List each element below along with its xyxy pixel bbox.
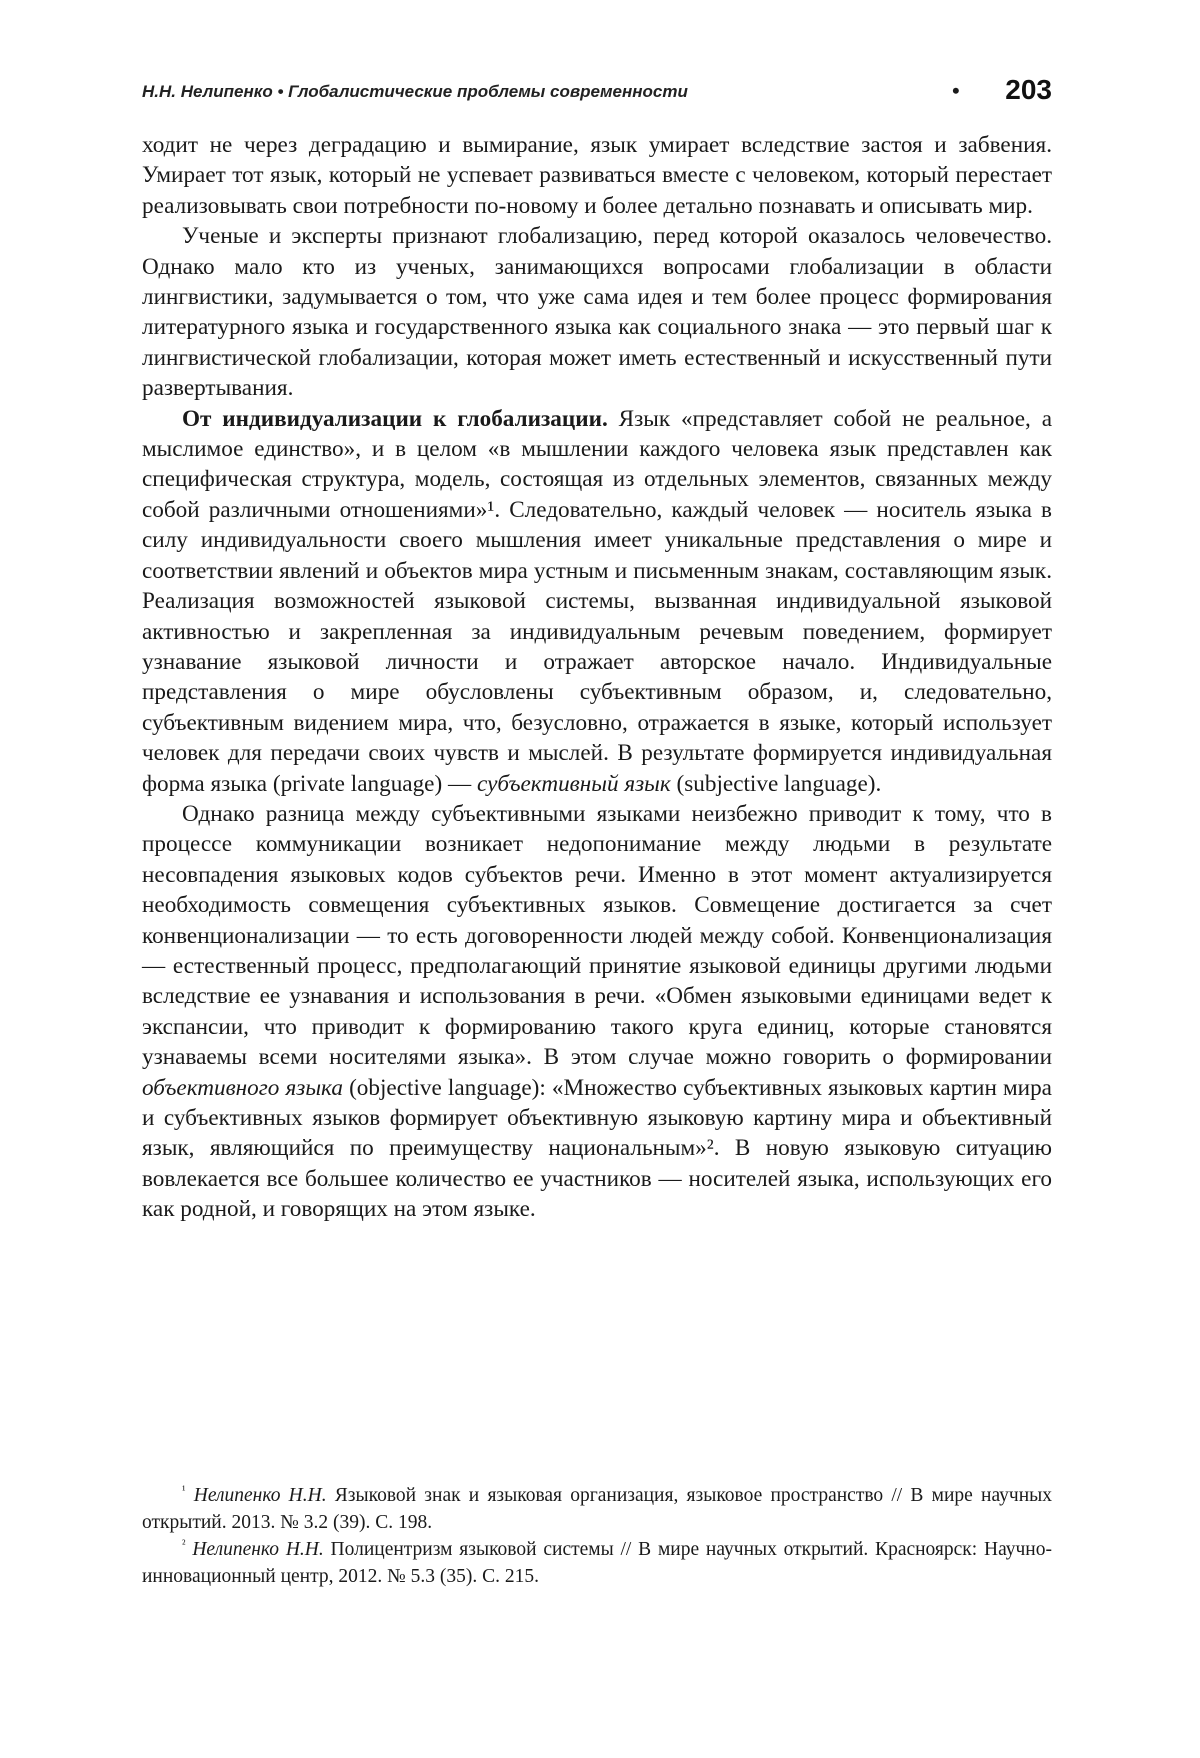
- section-lead: От индивидуализации к глобализации.: [182, 405, 608, 432]
- italic-term: субъективный язык: [476, 770, 671, 797]
- footnote-author: Нелипенко Н.Н.: [192, 1539, 324, 1560]
- paragraph-1: [142, 130, 1052, 221]
- footnote-mark: ¹: [182, 1483, 186, 1497]
- paragraph-2: [142, 221, 1052, 403]
- footnote-mark: ²: [182, 1537, 186, 1551]
- footnote-author: Нелипенко Н.Н.: [193, 1485, 327, 1506]
- footnote-text: Полицентризм языковой системы // В мире научных открытий. Красноярск: Научно-инновационный центр, 2012. № 5.3 (35). С. 215.: [142, 1539, 1052, 1587]
- running-head-bullet: •: [952, 78, 960, 103]
- running-head: [142, 72, 1052, 112]
- paragraph-text: Ученые и эксперты признают глобализацию, перед которой оказалось человечество. Однако мало кто из ученых, занимающихся вопросами глобализации в области лингвистики, задумывается о том, что уже сама идея и тем более процесс формирования литературного языка и государственного языка как социального знака — это первый шаг к лингвистической глобализации, которая может иметь естественный и искусственный пути развертывания.: [142, 223, 1052, 402]
- paragraph-text: Язык «представляет собой не реальное, а мыслимое единство», и в целом «в мышлении каждого человека язык представлен как специфическая структура, модель, состоящая из отдельных элементов, связанных между собой различными отношениями»¹. Следовательно, каждый человек — носитель языка в силу индивидуальности своего мышления имеет уникальные представления о мире и соответствии явлений и объектов мира устным и письменным знакам, составляющим язык. Реализация возможностей языковой системы, вызванная индивидуальной языковой активностью и закрепленная за индивидуальным речевым поведением, формирует узнавание языковой личности и отражает авторское начало. Индивидуальные представления о мире обусловлены субъективным образом, и, следовательно, субъективным видением мира, что, безусловно, отражается в языке, который использует человек для передачи своих чувств и мыслей. В результате формируется индивидуальная форма языка (private language) —: [142, 405, 1052, 797]
- paragraph-tail: (objective language): «Множество субъективных языковых картин мира и субъективных языков формирует объективную языковую картину мира и объективный язык, являющийся по преимуществу национальным»². В новую языковую ситуацию вовлекается все большее количество ее участников — носителей языка, использующих его как родной, и говорящих на этом языке.: [142, 1074, 1052, 1223]
- footnotes: [142, 1482, 1052, 1590]
- paragraph-3: [142, 404, 1052, 799]
- main-text: [142, 130, 1052, 1225]
- footnote-2: [142, 1536, 1052, 1590]
- italic-term: объективного языка: [142, 1074, 343, 1101]
- paragraph-4: [142, 799, 1052, 1225]
- paragraph-text: Однако разница между субъективными языками неизбежно приводит к тому, что в процессе коммуникации возникает недопонимание между людьми в результате несовпадения языковых кодов субъектов речи. Именно в этот момент актуализируется необходимость совмещения субъективных языков. Совмещение достигается за счет конвенционализации — то есть договоренности людей между собой. Конвенционализация — естественный процесс, предполагающий принятие языковой единицы другими людьми вследствие ее узнавания и использования в речи. «Обмен языковыми единицами ведет к экспансии, что приводит к формированию такого круга единиц, которые становятся узнаваемы всеми носителями языка». В этом случае можно говорить о формировании: [142, 800, 1052, 1071]
- paragraph-tail: (subjective language).: [670, 770, 882, 797]
- running-head-title: Н.Н. Нелипенко • Глобалистические проблемы современности: [142, 82, 688, 101]
- page-number: 203: [1005, 74, 1052, 105]
- paragraph-text: ходит не через деградацию и вымирание, язык умирает вследствие застоя и забвения. Умирает тот язык, который не успевает развиваться вместе с человеком, который перестает реализовывать свои потребности по-новому и более детально познавать и описывать мир.: [142, 132, 1052, 219]
- footnote-text: Языковой знак и языковая организация, языковое пространство // В мире научных открытий. 2013. № 3.2 (39). С. 198.: [142, 1485, 1052, 1533]
- footnote-1: [142, 1482, 1052, 1536]
